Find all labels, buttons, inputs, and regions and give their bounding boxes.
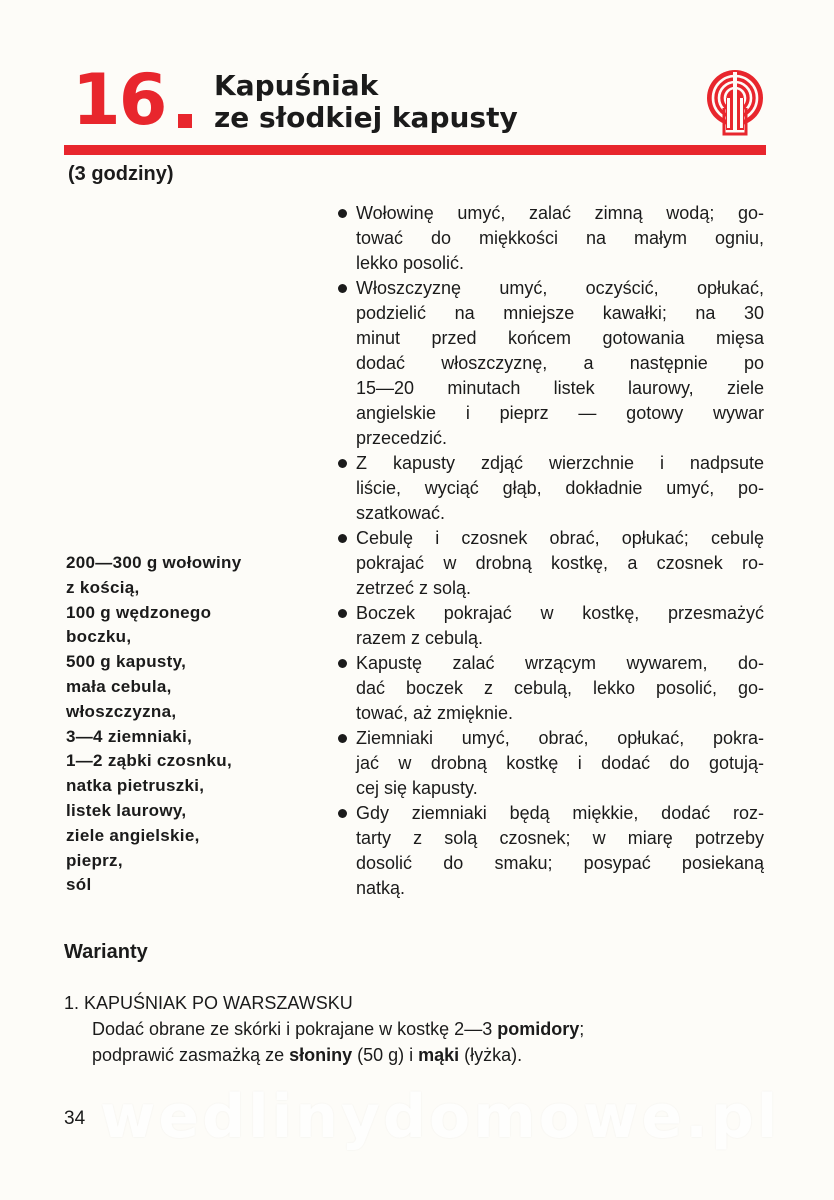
step-line: Wołowinę umyć, zalać zimną wodą; go-	[356, 203, 764, 223]
ingredient-item: 200—300 g wołowiny	[66, 553, 242, 572]
step-line: natką.	[356, 878, 406, 898]
variant-text-line-1	[64, 1016, 764, 1042]
recipe-title-line-1: Kapuśniak	[214, 69, 379, 102]
recipe-number: 16	[72, 59, 166, 141]
ingredient-item: włoszczyzna,	[66, 701, 177, 721]
ingredient-item: boczku,	[66, 627, 132, 647]
bullet-icon	[338, 609, 347, 618]
step-item	[338, 201, 764, 276]
ingredient-item: natka pietruszki,	[66, 776, 205, 796]
step-item	[338, 526, 764, 601]
step-line: szatkować.	[356, 503, 446, 523]
step-line: Cebulę i czosnek obrać, opłukać; cebulę	[356, 528, 764, 548]
recipe-title-line-2: ze słodkiej kapusty	[214, 101, 518, 134]
step-line: Włoszczyznę umyć, oczyścić, opłukać,	[356, 278, 764, 298]
bullet-icon	[338, 284, 347, 293]
ingredient-item: 500 g kapusty,	[66, 652, 187, 672]
variant-text-line-2	[64, 1042, 764, 1068]
step-item	[338, 601, 764, 651]
watermark: wedlinydomowe.pl	[100, 1082, 781, 1152]
step-line: razem z cebulą.	[356, 628, 484, 648]
step-item	[338, 451, 764, 526]
step-line: angielskie i pieprz — gotowy wywar	[356, 403, 764, 423]
step-line: minut przed końcem gotowania mięsa	[356, 328, 764, 348]
variant-text: Dodać obrane ze skórki i pokrajane w kostkę 2—3	[92, 1019, 498, 1039]
ingredient-item: 1—2 ząbki czosnku,	[66, 751, 233, 771]
recipe-title	[214, 70, 518, 134]
step-line: jać w drobną kostkę i dodać do gotują-	[356, 753, 764, 773]
step-line: cej się kapusty.	[356, 778, 478, 798]
variant-text: (50 g) i	[352, 1045, 419, 1065]
bullet-icon	[338, 734, 347, 743]
step-line: dosolić do smaku; posypać posiekaną	[356, 853, 764, 873]
step-line: liście, wyciąć głąb, dokładnie umyć, po-	[356, 478, 764, 498]
step-line: Z kapusty zdjąć wierzchnie i nadpsute	[356, 453, 764, 473]
variant-heading: 1. KAPUŚNIAK PO WARSZAWSKU	[64, 993, 353, 1013]
variant-bold-ingredient: słoniny	[289, 1045, 353, 1065]
bullet-icon	[338, 659, 347, 668]
step-line: przecedzić.	[356, 428, 448, 448]
recipe-number-dot	[178, 114, 192, 128]
ingredient-item: mała cebula,	[66, 676, 172, 696]
bullet-icon	[338, 459, 347, 468]
bullet-icon	[338, 209, 347, 218]
step-line: pokrajać w drobną kostkę, a czosnek ro-	[356, 553, 764, 573]
cooking-time: (3 godziny)	[68, 163, 174, 185]
variant-bold-ingredient: mąki	[418, 1045, 460, 1065]
ingredient-item: ziele angielskie,	[66, 825, 200, 845]
step-item	[338, 801, 764, 901]
bullet-icon	[338, 534, 347, 543]
header-rule	[64, 145, 766, 155]
step-item	[338, 651, 764, 726]
variant-item	[64, 990, 764, 1068]
step-line: Kapustę zalać wrzącym wywarem, do-	[356, 653, 764, 673]
variant-text: ;	[579, 1019, 585, 1039]
step-line: lekko posolić.	[356, 253, 465, 273]
ingredient-item: listek laurowy,	[66, 800, 187, 820]
page-number: 34	[64, 1108, 86, 1129]
bullet-icon	[338, 809, 347, 818]
ingredient-item: sól	[66, 875, 92, 895]
step-line: 15—20 minutach listek laurowy, ziele	[356, 378, 764, 398]
stylized-tree-logo-icon	[704, 68, 766, 136]
step-line: dodać włoszczyznę, a następnie po	[356, 353, 764, 373]
step-line: Boczek pokrajać w kostkę, przesmażyć	[356, 603, 764, 623]
step-line: Ziemniaki umyć, obrać, opłukać, pokra-	[356, 728, 764, 748]
step-line: tarty z solą czosnek; w miarę potrzeby	[356, 828, 764, 848]
variant-text: podprawić zasmażką ze	[92, 1045, 290, 1065]
step-item	[338, 276, 764, 451]
step-line: zetrzeć z solą.	[356, 578, 472, 598]
ingredient-item: pieprz,	[66, 850, 123, 870]
step-line: podzielić na mniejsze kawałki; na 30	[356, 303, 764, 323]
variant-text: (łyżka).	[459, 1045, 523, 1065]
ingredient-item: z kością,	[66, 577, 140, 597]
preparation-steps	[338, 201, 764, 901]
ingredients-list	[66, 551, 241, 898]
step-line: tować, aż zmięknie.	[356, 703, 514, 723]
ingredient-item: 3—4 ziemniaki,	[66, 726, 193, 746]
step-line: tować do miękkości na małym ogniu,	[356, 228, 764, 248]
variant-bold-ingredient: pomidory	[497, 1019, 580, 1039]
step-line: Gdy ziemniaki będą miękkie, dodać roz-	[356, 803, 764, 823]
step-line: dać boczek z cebulą, lekko posolić, go-	[356, 678, 764, 698]
ingredient-item: 100 g wędzonego	[66, 602, 212, 622]
step-item	[338, 726, 764, 801]
variants-heading: Warianty	[64, 941, 148, 963]
